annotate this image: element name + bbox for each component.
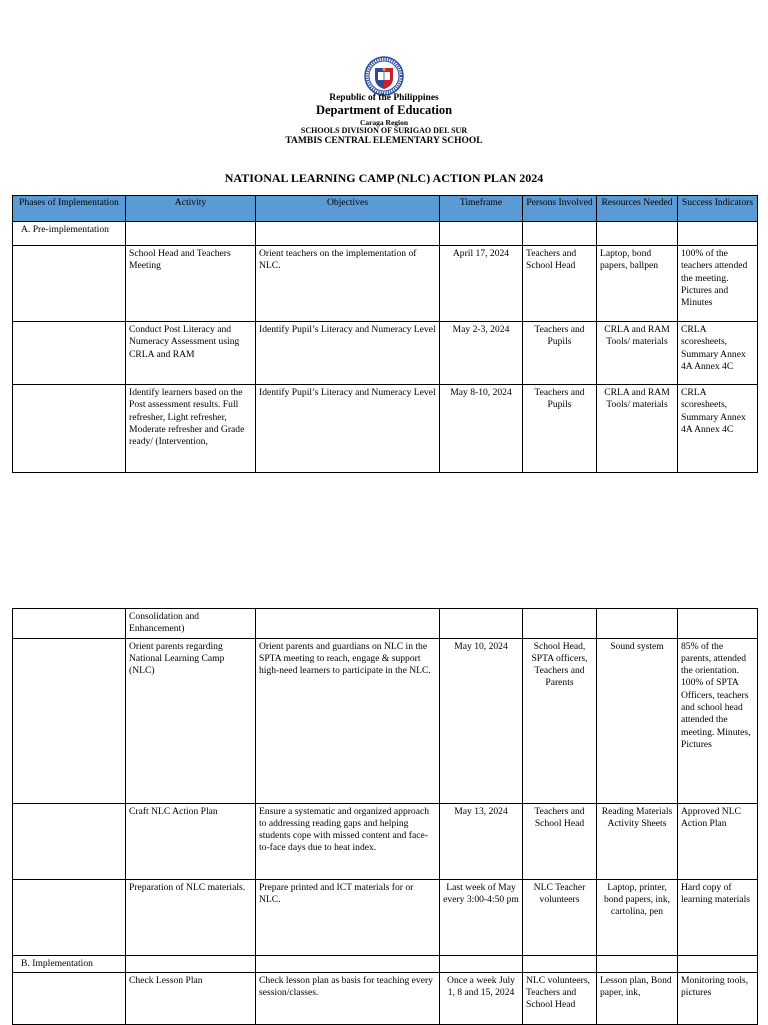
timeframe-cell: May 13, 2024 xyxy=(440,803,523,879)
table-row xyxy=(13,322,758,385)
table-header-row xyxy=(13,196,758,222)
indicators-cell: CRLA scoresheets, Summary Annex 4A Annex 4C xyxy=(678,322,758,385)
department-name: Department of Education xyxy=(315,103,453,117)
table-row xyxy=(13,385,758,473)
objectives-cell: Ensure a systematic and organized approach to addressing reading gaps and helping students cope with missed content and face-to-face days due to heat index. xyxy=(256,803,440,879)
objectives-cell: Identify Pupil’s Literacy and Numeracy Level xyxy=(256,322,440,385)
column-header: Success Indicators xyxy=(678,196,758,222)
table-row xyxy=(13,803,758,879)
activity-cell: Preparation of NLC materials. xyxy=(126,879,256,955)
persons-cell: Teachers and Pupils xyxy=(523,385,597,473)
column-header: Objectives xyxy=(256,196,440,222)
timeframe-cell: May 2-3, 2024 xyxy=(440,322,523,385)
resources-cell: Lesson plan, Bond paper, ink, xyxy=(597,972,678,1024)
table-row xyxy=(13,972,758,1024)
table-row xyxy=(13,609,758,639)
persons-cell: Teachers and School Head xyxy=(523,246,597,322)
deped-seal-logo xyxy=(364,56,404,96)
resources-cell: Sound system xyxy=(597,638,678,803)
document-title: NATIONAL LEARNING CAMP (NLC) ACTION PLAN 2024 xyxy=(224,171,544,185)
indicators-cell: Monitoring tools, pictures xyxy=(678,972,758,1024)
resources-cell: Laptop, bond papers, ballpen xyxy=(597,246,678,322)
activity-cell: Conduct Post Literacy and Numeracy Assessment using CRLA and RAM xyxy=(126,322,256,385)
column-header: Phases of Implementation xyxy=(13,196,126,222)
indicators-cell: 85% of the parents, attended the orientation. 100% of SPTA Officers, teachers and school head attended the meeting. Minutes, Pictures xyxy=(678,638,758,803)
table-row xyxy=(13,246,758,322)
republic-line: Republic of the Philippines xyxy=(329,93,439,103)
resources-cell: CRLA and RAM Tools/ materials xyxy=(597,322,678,385)
column-header: Persons Involved xyxy=(523,196,597,222)
activity-cell: School Head and Teachers Meeting xyxy=(126,246,256,322)
column-header: Timeframe xyxy=(440,196,523,222)
activity-cell: Identify learners based on the Post assessment results. Full refresher, Light refresher, Moderate refresher and Grade ready/ (Intervention, xyxy=(126,385,256,473)
timeframe-cell: Last week of May every 3:00-4:50 pm xyxy=(440,879,523,955)
phase-row xyxy=(13,222,758,246)
timeframe-cell: April 17, 2024 xyxy=(440,246,523,322)
phase-row xyxy=(13,955,758,972)
indicators-cell: Hard copy of learning materials xyxy=(678,879,758,955)
activity-cell: Check Lesson Plan xyxy=(126,972,256,1024)
action-plan-table-continued xyxy=(12,608,758,1025)
division-name: SCHOOLS DIVISION OF SURIGAO DEL SUR xyxy=(300,126,468,135)
objectives-cell: Check lesson plan as basis for teaching every session/classes. xyxy=(256,972,440,1024)
objectives-cell: Identify Pupil’s Literacy and Numeracy Level xyxy=(256,385,440,473)
persons-cell: NLC Teacher volunteers xyxy=(523,879,597,955)
activity-cell: Consolidation and Enhancement) xyxy=(126,609,256,639)
resources-cell: Laptop, printer, bond papers, ink, cartolina, pen xyxy=(597,879,678,955)
column-header: Activity xyxy=(126,196,256,222)
activity-cell: Orient parents regarding National Learning Camp (NLC) xyxy=(126,638,256,803)
resources-cell: CRLA and RAM Tools/ materials xyxy=(597,385,678,473)
activity-cell: Craft NLC Action Plan xyxy=(126,803,256,879)
action-plan-table xyxy=(12,195,758,473)
phase-label: B. Implementation xyxy=(13,955,126,972)
table-row xyxy=(13,879,758,955)
indicators-cell: CRLA scoresheets, Summary Annex 4A Annex 4C xyxy=(678,385,758,473)
column-header: Resources Needed xyxy=(597,196,678,222)
persons-cell: Teachers and School Head xyxy=(523,803,597,879)
phase-label: A. Pre-implementation xyxy=(13,222,126,246)
indicators-cell: 100% of the teachers attended the meeting. Pictures and Minutes xyxy=(678,246,758,322)
objectives-cell: Prepare printed and ICT materials for or NLC. xyxy=(256,879,440,955)
persons-cell: School Head, SPTA officers, Teachers and Parents xyxy=(523,638,597,803)
table-row xyxy=(13,638,758,803)
persons-cell: NLC volunteers, Teachers and School Head xyxy=(523,972,597,1024)
indicators-cell: Approved NLC Action Plan xyxy=(678,803,758,879)
timeframe-cell: May 10, 2024 xyxy=(440,638,523,803)
resources-cell: Reading Materials Activity Sheets xyxy=(597,803,678,879)
region-name: Caraga Region xyxy=(359,118,409,127)
timeframe-cell: Once a week July 1, 8 and 15, 2024 xyxy=(440,972,523,1024)
objectives-cell: Orient parents and guardians on NLC in the SPTA meeting to reach, engage & support high-need learners to participate in the NLC. xyxy=(256,638,440,803)
timeframe-cell: May 8-10, 2024 xyxy=(440,385,523,473)
objectives-cell: Orient teachers on the implementation of NLC. xyxy=(256,246,440,322)
school-name: TAMBIS CENTRAL ELEMENTARY SCHOOL xyxy=(285,136,483,146)
persons-cell: Teachers and Pupils xyxy=(523,322,597,385)
